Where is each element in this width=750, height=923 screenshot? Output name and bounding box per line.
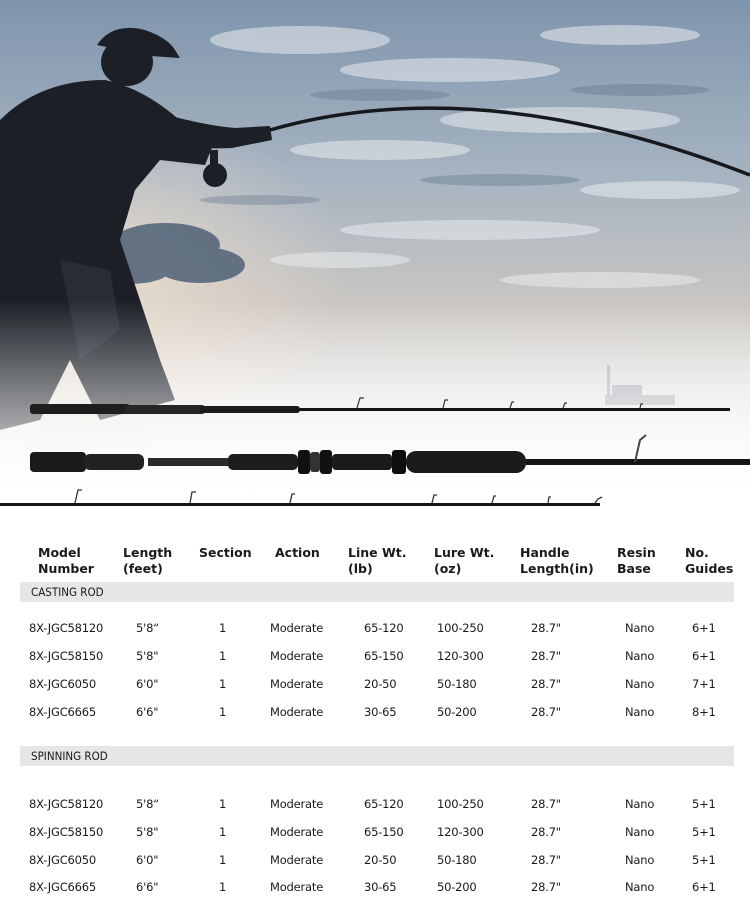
cell-length: 5'8"	[136, 649, 159, 663]
cell-line-weight: 65-120	[364, 621, 404, 635]
cell-handle-length: 28.7"	[531, 853, 561, 867]
cell-line-weight: 65-150	[364, 825, 404, 839]
cell-line-weight: 30-65	[364, 880, 397, 894]
cell-no-guides: 5+1	[692, 853, 716, 867]
cell-lure-weight: 100-250	[437, 621, 484, 635]
cell-line-weight: 65-150	[364, 649, 404, 663]
group-band-casting	[20, 582, 734, 602]
group-title: CASTING ROD	[31, 585, 104, 599]
cell-line-weight: 20-50	[364, 677, 397, 691]
cell-no-guides: 5+1	[692, 797, 716, 811]
cell-resin-base: Nano	[625, 621, 655, 635]
cell-section: 1	[219, 677, 227, 691]
cell-action: Moderate	[270, 853, 324, 867]
cell-no-guides: 7+1	[692, 677, 716, 691]
cell-model-number: 8X-JGC58120	[29, 621, 104, 635]
cell-no-guides: 8+1	[692, 705, 716, 719]
cell-resin-base: Nano	[625, 825, 655, 839]
cell-model-number: 8X-JGC58150	[29, 825, 104, 839]
cell-section: 1	[219, 621, 227, 635]
cell-lure-weight: 50-180	[437, 853, 477, 867]
cell-lure-weight: 120-300	[437, 825, 484, 839]
cell-no-guides: 6+1	[692, 649, 716, 663]
cell-model-number: 8X-JGC58150	[29, 649, 104, 663]
cell-section: 1	[219, 880, 227, 894]
cell-resin-base: Nano	[625, 853, 655, 867]
header-line-weight: Line Wt. (lb)	[348, 545, 407, 576]
cell-lure-weight: 50-180	[437, 677, 477, 691]
cell-handle-length: 28.7"	[531, 621, 561, 635]
cell-length: 5'8“	[136, 621, 159, 635]
cell-model-number: 8X-JGC6050	[29, 853, 97, 867]
cell-resin-base: Nano	[625, 880, 655, 894]
cell-model-number: 8X-JGC6665	[29, 705, 97, 719]
cell-line-weight: 30-65	[364, 705, 397, 719]
header-section: Section	[199, 545, 252, 560]
header-length: Length (feet)	[123, 545, 173, 576]
cell-lure-weight: 100-250	[437, 797, 484, 811]
cell-no-guides: 6+1	[692, 621, 716, 635]
cell-section: 1	[219, 705, 227, 719]
cell-lure-weight: 50-200	[437, 880, 477, 894]
cell-action: Moderate	[270, 880, 324, 894]
cell-action: Moderate	[270, 825, 324, 839]
header-handle-length: Handle Length(in)	[520, 545, 594, 576]
cell-handle-length: 28.7"	[531, 825, 561, 839]
cell-action: Moderate	[270, 649, 324, 663]
cell-section: 1	[219, 825, 227, 839]
cell-length: 5'8"	[136, 825, 159, 839]
cell-no-guides: 5+1	[692, 825, 716, 839]
header-action: Action	[275, 545, 320, 560]
cell-resin-base: Nano	[625, 649, 655, 663]
cell-resin-base: Nano	[625, 797, 655, 811]
cell-action: Moderate	[270, 705, 324, 719]
cell-handle-length: 28.7"	[531, 705, 561, 719]
cell-length: 6'0"	[136, 677, 159, 691]
cell-lure-weight: 50-200	[437, 705, 477, 719]
cell-line-weight: 65-120	[364, 797, 404, 811]
cell-section: 1	[219, 853, 227, 867]
cell-handle-length: 28.7"	[531, 797, 561, 811]
cell-section: 1	[219, 649, 227, 663]
cell-handle-length: 28.7"	[531, 880, 561, 894]
cell-resin-base: Nano	[625, 705, 655, 719]
cell-handle-length: 28.7"	[531, 677, 561, 691]
cell-model-number: 8X-JGC6050	[29, 677, 97, 691]
cell-length: 6'6"	[136, 705, 159, 719]
group-band-spinning	[20, 746, 734, 766]
cell-section: 1	[219, 797, 227, 811]
header-no-guides: No. Guides	[685, 545, 734, 576]
header-resin-base: Resin Base	[617, 545, 656, 576]
cell-lure-weight: 120-300	[437, 649, 484, 663]
group-title: SPINNING ROD	[31, 749, 108, 763]
header-lure-weight: Lure Wt. (oz)	[434, 545, 495, 576]
cell-length: 5'8“	[136, 797, 159, 811]
header-model-number: Model Number	[38, 545, 94, 576]
cell-action: Moderate	[270, 621, 324, 635]
cell-no-guides: 6+1	[692, 880, 716, 894]
cell-handle-length: 28.7"	[531, 649, 561, 663]
cell-line-weight: 20-50	[364, 853, 397, 867]
cell-action: Moderate	[270, 677, 324, 691]
cell-model-number: 8X-JGC6665	[29, 880, 97, 894]
cell-length: 6'6"	[136, 880, 159, 894]
cell-resin-base: Nano	[625, 677, 655, 691]
cell-length: 6'0"	[136, 853, 159, 867]
cell-model-number: 8X-JGC58120	[29, 797, 104, 811]
cell-action: Moderate	[270, 797, 324, 811]
